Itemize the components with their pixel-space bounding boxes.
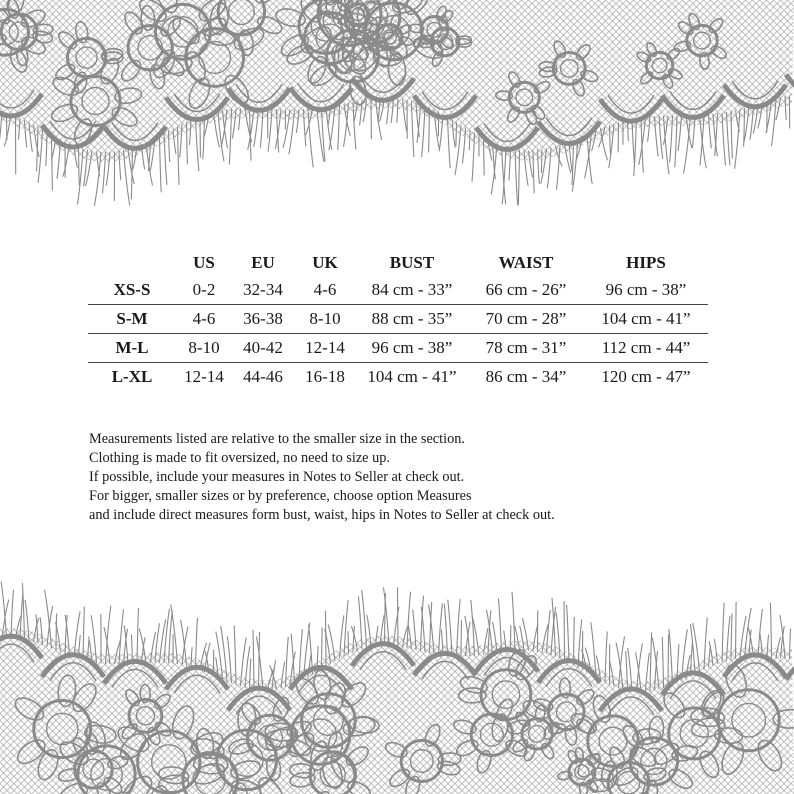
cell-bust: 96 cm - 38” bbox=[356, 334, 468, 363]
table-row bbox=[88, 276, 708, 305]
cell-us: 12-14 bbox=[184, 367, 224, 386]
size-label: S-M bbox=[88, 305, 176, 334]
cell-bust: 84 cm - 33” bbox=[356, 276, 468, 305]
note-line: Measurements listed are relative to the smaller size in the section. bbox=[89, 431, 465, 447]
note-line: Clothing is made to fit oversized, no need to size up. bbox=[89, 450, 390, 466]
size-label: XS-S bbox=[88, 276, 176, 305]
column-header-bust: BUST bbox=[389, 253, 435, 272]
table-row bbox=[88, 334, 708, 363]
cell-hips: 120 cm - 47” bbox=[601, 367, 691, 386]
cell-hips: 112 cm - 44” bbox=[584, 334, 708, 363]
cell-eu: 40-42 bbox=[232, 334, 294, 363]
column-header-eu: EU bbox=[251, 253, 275, 272]
cell-eu: 32-34 bbox=[232, 276, 294, 305]
table-row bbox=[88, 305, 708, 334]
cell-uk: 4-6 bbox=[294, 276, 356, 305]
cell-uk: 16-18 bbox=[305, 367, 345, 386]
cell-hips: 96 cm - 38” bbox=[584, 276, 708, 305]
note-line: For bigger, smaller sizes or by preference, choose option Measures bbox=[89, 488, 472, 504]
cell-uk: 8-10 bbox=[294, 305, 356, 334]
cell-us: 0-2 bbox=[176, 276, 232, 305]
note-line: If possible, include your measures in Notes to Seller at check out. bbox=[89, 469, 465, 485]
table-header-row bbox=[88, 250, 708, 276]
size-label: L-XL bbox=[111, 367, 153, 386]
size-label: M-L bbox=[88, 334, 176, 363]
cell-us: 8-10 bbox=[176, 334, 232, 363]
sizing-notes bbox=[89, 430, 749, 525]
column-header-us: US bbox=[193, 253, 215, 272]
column-header-waist: WAIST bbox=[498, 253, 554, 272]
cell-eu: 36-38 bbox=[232, 305, 294, 334]
cell-us: 4-6 bbox=[176, 305, 232, 334]
cell-waist: 70 cm - 28” bbox=[468, 305, 584, 334]
cell-hips: 104 cm - 41” bbox=[584, 305, 708, 334]
size-chart-table bbox=[88, 250, 708, 391]
note-line: and include direct measures form bust, waist, hips in Notes to Seller at check out. bbox=[89, 507, 555, 523]
table-row bbox=[88, 363, 708, 392]
cell-waist: 66 cm - 26” bbox=[468, 276, 584, 305]
lace-border-top bbox=[0, 0, 794, 215]
cell-bust: 104 cm - 41” bbox=[367, 367, 457, 386]
cell-eu: 44-46 bbox=[243, 367, 283, 386]
column-header-size bbox=[88, 250, 176, 276]
lace-border-bottom bbox=[0, 575, 794, 794]
column-header-uk: UK bbox=[312, 253, 338, 272]
cell-waist: 86 cm - 34” bbox=[485, 367, 567, 386]
cell-uk: 12-14 bbox=[294, 334, 356, 363]
cell-bust: 88 cm - 35” bbox=[356, 305, 468, 334]
column-header-hips: HIPS bbox=[626, 253, 666, 272]
cell-waist: 78 cm - 31” bbox=[468, 334, 584, 363]
